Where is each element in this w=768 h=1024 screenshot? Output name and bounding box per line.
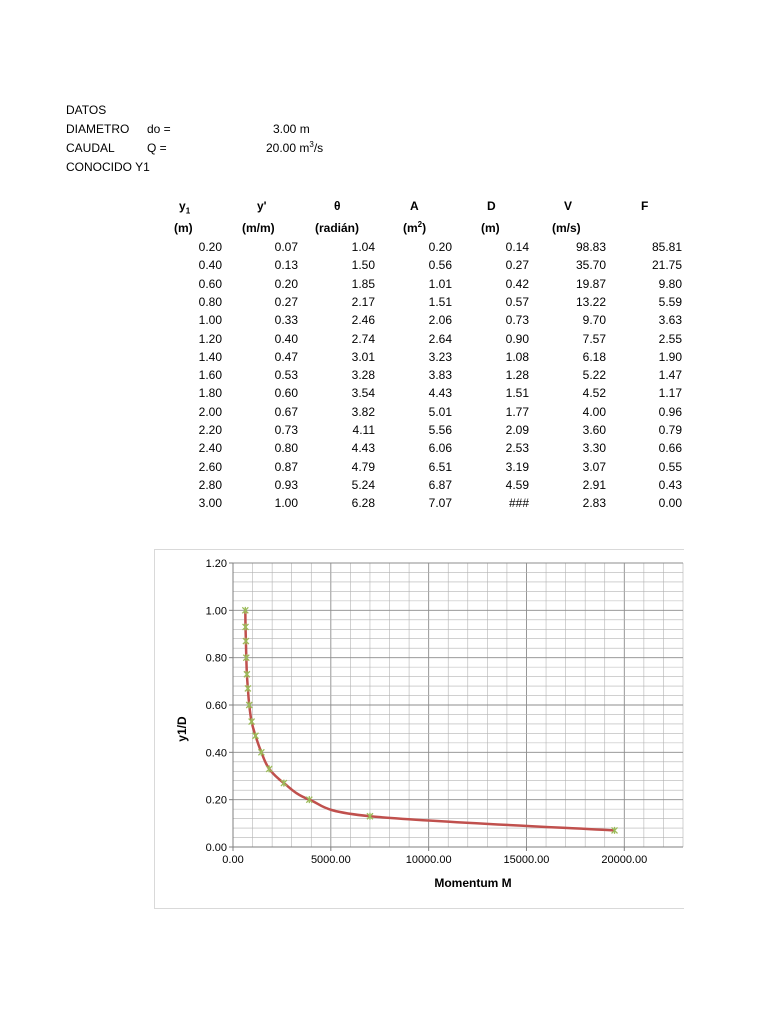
table-row (0, 277, 768, 295)
cell-yprime: 0.73 (274, 423, 298, 437)
cell-area: 6.87 (428, 477, 452, 492)
cell-depth: ### (508, 496, 529, 511)
cell-depth: 4.59 (505, 477, 529, 492)
y-tick-label: 0.80 (205, 652, 227, 665)
y-tick-label: 0.60 (205, 700, 227, 712)
momentum-chart (154, 549, 684, 909)
unit-theta: (radián) (315, 221, 360, 235)
diametro-label: DIAMETRO (66, 122, 130, 136)
header-velocity: V (564, 199, 573, 213)
cell-depth: 2.09 (505, 423, 529, 437)
cell-velocity: 5.22 (582, 368, 606, 383)
cell-yprime: 0.80 (274, 441, 298, 456)
table-row (0, 460, 768, 478)
cell-depth: 1.08 (505, 349, 529, 364)
cell-force: 5.59 (658, 294, 682, 309)
cell-velocity: 3.60 (582, 423, 606, 437)
cell-force: 1.17 (658, 386, 682, 401)
cell-depth: 3.19 (505, 459, 529, 474)
cell-force: 9.80 (658, 276, 682, 291)
cell-y1: 2.00 (198, 404, 222, 419)
cell-y1: 0.20 (198, 240, 222, 254)
table-row (0, 423, 768, 441)
cell-yprime: 0.13 (274, 258, 298, 273)
cell-theta: 1.50 (351, 258, 375, 273)
cell-y1: 1.40 (198, 349, 222, 364)
cell-theta: 5.24 (351, 477, 375, 492)
cell-y1: 1.00 (198, 313, 222, 328)
header-depth: D (487, 199, 496, 213)
x-tick-label: 10000.00 (405, 854, 452, 866)
header-area: A (410, 199, 419, 213)
header-y1-subscript: 1 (185, 206, 191, 216)
cell-area: 3.23 (428, 349, 452, 364)
caudal-unit-tail: /s (313, 141, 324, 155)
table-row (0, 405, 768, 423)
cell-area: 4.43 (428, 386, 452, 401)
cell-velocity: 19.87 (575, 276, 606, 291)
cell-velocity: 9.70 (582, 313, 606, 328)
cell-force: 0.00 (658, 496, 682, 511)
cell-y1: 2.60 (198, 459, 222, 474)
cell-area: 7.07 (428, 496, 452, 511)
cell-velocity: 3.30 (582, 441, 606, 456)
cell-force: 85.81 (651, 240, 682, 254)
cell-velocity: 2.83 (582, 496, 606, 511)
cell-force: 3.63 (658, 313, 682, 328)
caudal-value-number: 20.00 m (266, 141, 310, 155)
cell-y1: 1.80 (198, 386, 222, 401)
cell-y1: 3.00 (198, 496, 222, 511)
cell-yprime: 0.60 (274, 386, 298, 401)
cell-force: 2.55 (658, 331, 682, 346)
cell-yprime: 0.47 (274, 349, 298, 364)
cell-area: 2.06 (428, 313, 452, 328)
cell-y1: 2.80 (198, 477, 222, 492)
table-row (0, 496, 768, 514)
cell-y1: 0.40 (198, 258, 222, 273)
y-tick-label: 0.40 (205, 747, 227, 760)
caudal-label: CAUDAL (66, 141, 115, 155)
cell-velocity: 7.57 (582, 331, 606, 346)
cell-theta: 4.43 (351, 441, 375, 456)
x-axis-label: Momentum M (434, 876, 512, 890)
unit-area-exponent: 2 (417, 220, 423, 229)
cell-yprime: 0.07 (274, 240, 298, 254)
cell-theta: 2.46 (351, 313, 375, 328)
cell-y1: 1.60 (198, 368, 222, 383)
y-tick-label: 0.00 (205, 842, 227, 854)
table-row (0, 350, 768, 368)
header-yprime: y' (257, 199, 267, 213)
cell-yprime: 0.87 (274, 459, 298, 474)
cell-area: 1.01 (428, 276, 452, 291)
cell-area: 3.83 (428, 368, 452, 383)
table-row (0, 386, 768, 404)
x-tick-label: 20000.00 (601, 854, 648, 866)
cell-force: 0.55 (658, 459, 682, 474)
cell-depth: 1.28 (505, 368, 529, 383)
cell-area: 0.56 (428, 258, 452, 273)
unit-yprime: (m/m) (242, 221, 275, 235)
cell-yprime: 0.53 (274, 368, 298, 383)
cell-force: 0.79 (658, 423, 682, 437)
table-row (0, 478, 768, 496)
cell-depth: 0.57 (505, 294, 529, 309)
cell-depth: 2.53 (505, 441, 529, 456)
y-tick-label: 0.20 (205, 794, 227, 807)
cell-area: 5.01 (428, 404, 452, 419)
cell-theta: 4.11 (352, 423, 375, 437)
y-tick-label: 1.20 (205, 558, 227, 570)
cell-area: 2.64 (428, 331, 452, 346)
caudal-symbol: Q = (147, 141, 167, 155)
cell-depth: 0.27 (505, 258, 529, 273)
cell-force: 0.43 (658, 477, 682, 492)
cell-theta: 3.28 (351, 368, 375, 383)
cell-force: 0.96 (658, 404, 682, 419)
cell-y1: 0.80 (198, 294, 222, 309)
cell-depth: 0.14 (505, 240, 529, 254)
cell-theta: 2.74 (351, 331, 375, 346)
table-row (0, 258, 768, 276)
header-y1 (179, 199, 191, 216)
cell-velocity: 2.91 (582, 477, 606, 492)
cell-velocity: 13.22 (575, 294, 606, 309)
table-row (0, 332, 768, 350)
cell-area: 1.51 (428, 294, 452, 309)
unit-area-tail: ) (422, 221, 427, 235)
table-row (0, 313, 768, 331)
cell-y1: 2.20 (198, 423, 222, 437)
diametro-value: 3.00 m (273, 122, 310, 136)
cell-area: 0.20 (428, 240, 452, 254)
cell-velocity: 4.00 (582, 404, 606, 419)
header-theta: θ (334, 199, 341, 213)
caudal-value (266, 141, 323, 155)
cell-y1: 2.40 (198, 441, 222, 456)
unit-area-base: (m (403, 221, 418, 235)
cell-yprime: 0.33 (274, 313, 298, 328)
cell-depth: 1.51 (505, 386, 529, 401)
unit-area (403, 221, 426, 235)
cell-yprime: 0.20 (274, 276, 298, 291)
cell-velocity: 98.83 (575, 240, 606, 254)
cell-depth: 0.90 (505, 331, 529, 346)
cell-area: 6.51 (428, 459, 452, 474)
cell-yprime: 0.93 (274, 477, 298, 492)
conocido-label: CONOCIDO Y1 (66, 160, 150, 174)
cell-velocity: 3.07 (582, 459, 606, 474)
x-tick-label: 15000.00 (503, 854, 550, 866)
header-force: F (641, 199, 649, 213)
header-y1-symbol: y (179, 199, 186, 213)
cell-y1: 1.20 (198, 331, 222, 346)
unit-y1: (m) (174, 221, 193, 235)
cell-theta: 1.85 (351, 276, 375, 291)
x-tick-label: 5000.00 (310, 854, 351, 866)
table-row (0, 441, 768, 459)
datos-title: DATOS (66, 103, 107, 117)
cell-theta: 4.79 (351, 459, 375, 474)
diametro-symbol: do = (147, 122, 171, 136)
y-axis-label: y1/D (175, 716, 189, 742)
cell-force: 1.47 (658, 368, 682, 383)
cell-theta: 2.17 (351, 294, 375, 309)
cell-theta: 3.01 (351, 349, 375, 364)
y-tick-label: 1.00 (205, 605, 227, 618)
cell-depth: 0.42 (505, 276, 529, 291)
cell-velocity: 6.18 (582, 349, 606, 364)
cell-theta: 6.28 (351, 496, 375, 511)
cell-theta: 3.54 (351, 386, 375, 401)
table-row (0, 295, 768, 313)
table-row (0, 368, 768, 386)
cell-force: 1.90 (658, 349, 682, 364)
cell-yprime: 0.67 (274, 404, 298, 419)
unit-velocity: (m/s) (552, 221, 581, 235)
caudal-unit-exponent: 3 (309, 140, 314, 149)
cell-theta: 1.04 (351, 240, 375, 254)
cell-area: 6.06 (428, 441, 452, 456)
cell-area: 5.56 (428, 423, 452, 437)
cell-depth: 0.73 (505, 313, 529, 328)
unit-depth: (m) (481, 221, 500, 235)
cell-yprime: 0.40 (274, 331, 298, 346)
cell-yprime: 0.27 (274, 294, 298, 309)
cell-force: 0.66 (658, 441, 682, 456)
cell-yprime: 1.00 (274, 496, 298, 511)
cell-theta: 3.82 (351, 404, 375, 419)
cell-force: 21.75 (651, 258, 682, 273)
cell-velocity: 4.52 (582, 386, 606, 401)
cell-velocity: 35.70 (575, 258, 606, 273)
table-row (0, 240, 768, 258)
cell-depth: 1.77 (505, 404, 529, 419)
cell-y1: 0.60 (198, 276, 222, 291)
x-tick-label: 0.00 (222, 854, 244, 866)
